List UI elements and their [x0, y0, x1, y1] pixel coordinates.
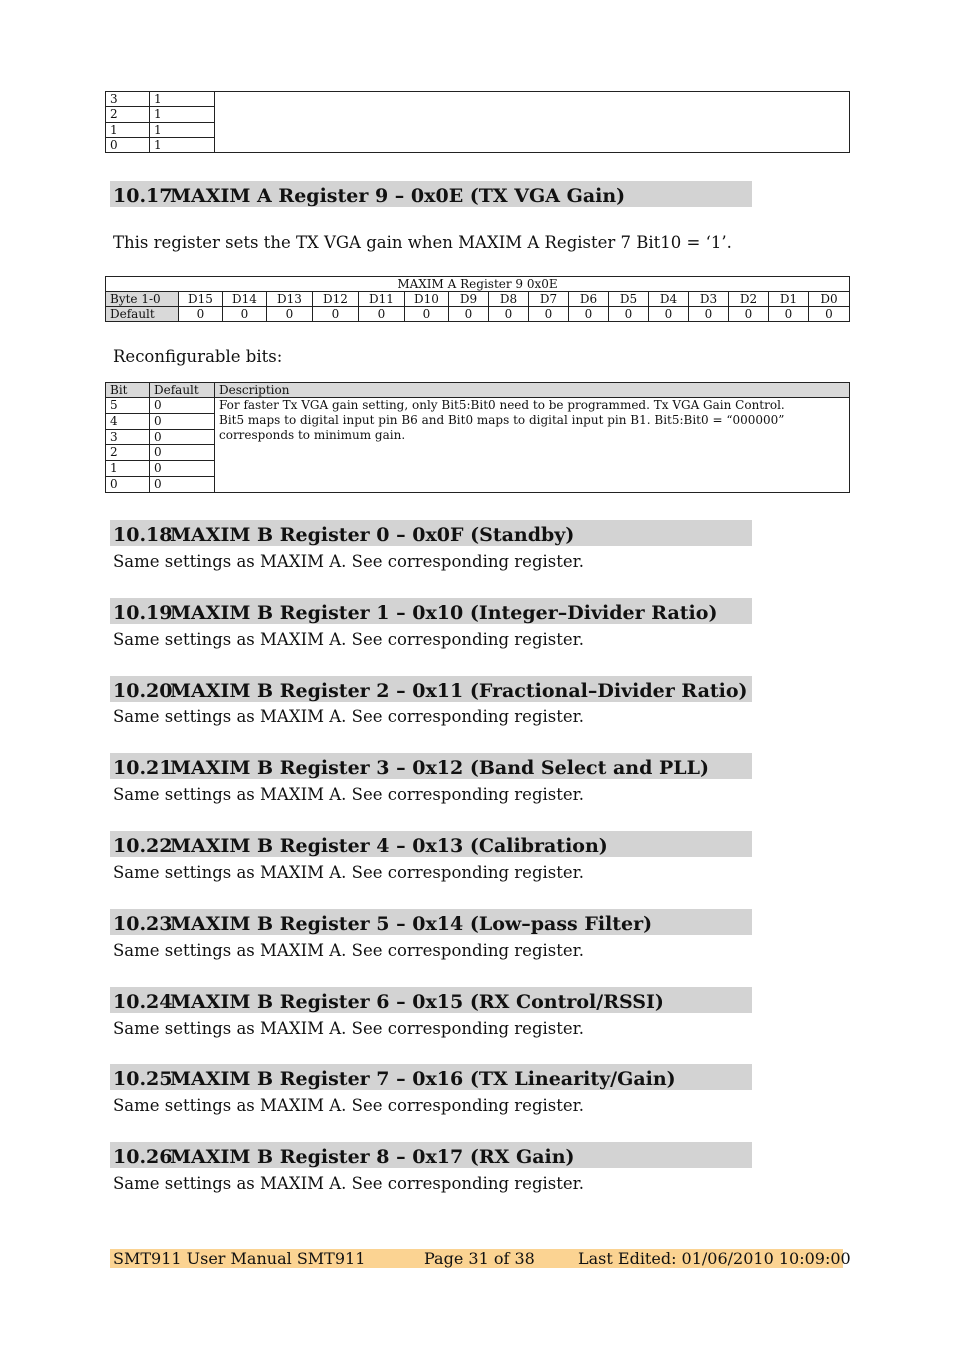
section-intro: This register sets the TX VGA gain when MAXIM A Register 7 Bit10 = ‘1’.	[113, 233, 732, 252]
register-caption: MAXIM A Register 9 0x0E	[106, 277, 850, 292]
bit-cell: 1	[106, 461, 150, 477]
section-title: MAXIM B Register 6 – 0x15 (RX Control/RSSI)	[170, 991, 664, 1013]
section-heading-10-26	[110, 1142, 752, 1168]
register-table	[105, 276, 850, 322]
default-cell: 1	[150, 92, 215, 107]
section-heading-10-23	[110, 909, 752, 935]
description-cell	[215, 398, 850, 493]
bit-header: D1	[769, 292, 809, 307]
section-title: MAXIM B Register 7 – 0x16 (TX Linearity/Gain)	[170, 1068, 676, 1090]
section-heading-10-18	[110, 520, 752, 546]
default-value: 0	[313, 307, 359, 322]
default-cell: 0	[150, 461, 215, 477]
default-value: 0	[179, 307, 223, 322]
section-body: Same settings as MAXIM A. See corresponding register.	[113, 1096, 584, 1115]
section-body: Same settings as MAXIM A. See corresponding register.	[113, 630, 584, 649]
section-number: 10.26	[113, 1146, 173, 1168]
bit-header: D6	[569, 292, 609, 307]
bit-header: D7	[529, 292, 569, 307]
bit-header: D4	[649, 292, 689, 307]
section-heading-10-20	[110, 676, 752, 702]
footer-manual-title: SMT911 User Manual SMT911	[113, 1249, 366, 1268]
bit-header: D2	[729, 292, 769, 307]
table-row	[106, 383, 850, 398]
description-cell	[215, 92, 850, 153]
bit-header: D15	[179, 292, 223, 307]
section-body: Same settings as MAXIM A. See corresponding register.	[113, 1174, 584, 1193]
default-value: 0	[529, 307, 569, 322]
bit-header: D14	[223, 292, 267, 307]
bit-header: Bit	[106, 383, 150, 398]
reconfigurable-label: Reconfigurable bits:	[113, 347, 283, 366]
default-value: 0	[223, 307, 267, 322]
bit-header: D5	[609, 292, 649, 307]
table-row	[106, 292, 850, 307]
section-heading-10-21	[110, 753, 752, 779]
section-title: MAXIM B Register 4 – 0x13 (Calibration)	[170, 835, 608, 857]
table-row	[106, 277, 850, 292]
default-value: 0	[769, 307, 809, 322]
default-header: Default	[150, 383, 215, 398]
section-title: MAXIM B Register 1 – 0x10 (Integer–Divider Ratio)	[170, 602, 718, 624]
description-header: Description	[215, 383, 850, 398]
section-title: MAXIM B Register 0 – 0x0F (Standby)	[170, 524, 575, 546]
section-heading-10-17	[110, 181, 752, 207]
default-value: 0	[489, 307, 529, 322]
top-bits-table	[105, 91, 850, 153]
default-value: 0	[689, 307, 729, 322]
section-title: MAXIM B Register 8 – 0x17 (RX Gain)	[170, 1146, 575, 1168]
bit-header: D8	[489, 292, 529, 307]
default-value: 0	[649, 307, 689, 322]
section-number: 10.25	[113, 1068, 173, 1090]
default-cell: 0	[150, 429, 215, 445]
default-label-cell: Default	[106, 307, 179, 322]
byte-label-cell: Byte 1-0	[106, 292, 179, 307]
section-title: MAXIM B Register 2 – 0x11 (Fractional–Divider Ratio)	[170, 680, 748, 702]
section-number: 10.19	[113, 602, 173, 624]
section-title: MAXIM B Register 5 – 0x14 (Low–pass Filter)	[170, 913, 653, 935]
bit-cell: 1	[106, 122, 150, 137]
bit-cell: 0	[106, 137, 150, 152]
section-number: 10.21	[113, 757, 173, 779]
bit-header: D10	[405, 292, 449, 307]
default-value: 0	[449, 307, 489, 322]
default-value: 0	[405, 307, 449, 322]
default-value: 0	[729, 307, 769, 322]
bit-cell: 2	[106, 107, 150, 122]
default-cell: 0	[150, 398, 215, 414]
bit-header: D13	[267, 292, 313, 307]
bit-cell: 3	[106, 429, 150, 445]
table-row	[106, 92, 850, 107]
section-body: Same settings as MAXIM A. See corresponding register.	[113, 941, 584, 960]
footer-page-number: Page 31 of 38	[424, 1249, 535, 1268]
bit-cell: 5	[106, 398, 150, 414]
section-number: 10.22	[113, 835, 173, 857]
bit-header: D3	[689, 292, 729, 307]
bit-cell: 0	[106, 477, 150, 493]
default-value: 0	[359, 307, 405, 322]
default-value: 0	[569, 307, 609, 322]
default-cell: 1	[150, 137, 215, 152]
section-body: Same settings as MAXIM A. See corresponding register.	[113, 707, 584, 726]
section-body: Same settings as MAXIM A. See corresponding register.	[113, 1019, 584, 1038]
section-body: Same settings as MAXIM A. See corresponding register.	[113, 863, 584, 882]
default-cell: 1	[150, 122, 215, 137]
section-title: MAXIM B Register 3 – 0x12 (Band Select and PLL)	[170, 757, 710, 779]
bit-header: D0	[809, 292, 850, 307]
bit-header: D11	[359, 292, 405, 307]
section-heading-10-19	[110, 598, 752, 624]
table-row	[106, 398, 850, 414]
page-footer	[110, 1249, 851, 1268]
bits-table	[105, 382, 850, 493]
section-heading-10-22	[110, 831, 752, 857]
default-value: 0	[267, 307, 313, 322]
bit-header: D12	[313, 292, 359, 307]
section-number: 10.24	[113, 991, 173, 1013]
bit-header: D9	[449, 292, 489, 307]
default-cell: 0	[150, 477, 215, 493]
section-number: 10.17	[113, 185, 173, 207]
section-number: 10.20	[113, 680, 173, 702]
section-number: 10.23	[113, 913, 173, 935]
section-body: Same settings as MAXIM A. See corresponding register.	[113, 552, 584, 571]
default-value: 0	[809, 307, 850, 322]
bit-cell: 3	[106, 92, 150, 107]
section-heading-10-25	[110, 1064, 752, 1090]
default-cell: 0	[150, 445, 215, 461]
default-value: 0	[609, 307, 649, 322]
section-body: Same settings as MAXIM A. See corresponding register.	[113, 785, 584, 804]
default-cell: 1	[150, 107, 215, 122]
bit-cell: 4	[106, 413, 150, 429]
section-heading-10-24	[110, 987, 752, 1013]
footer-last-edited: Last Edited: 01/06/2010 10:09:00	[578, 1249, 851, 1268]
section-title: MAXIM A Register 9 – 0x0E (TX VGA Gain)	[170, 185, 626, 207]
bit-cell: 2	[106, 445, 150, 461]
section-number: 10.18	[113, 524, 173, 546]
table-row	[106, 307, 850, 322]
default-cell: 0	[150, 413, 215, 429]
description-text: For faster Tx VGA gain setting, only Bit5:Bit0 need to be programmed. Tx VGA Gain Control. Bit5 maps to digital input pin B6 and Bit0 maps to digital input pin B1. Bit5:Bit0 = “000000” corresponds to minimum gain.	[219, 398, 785, 442]
